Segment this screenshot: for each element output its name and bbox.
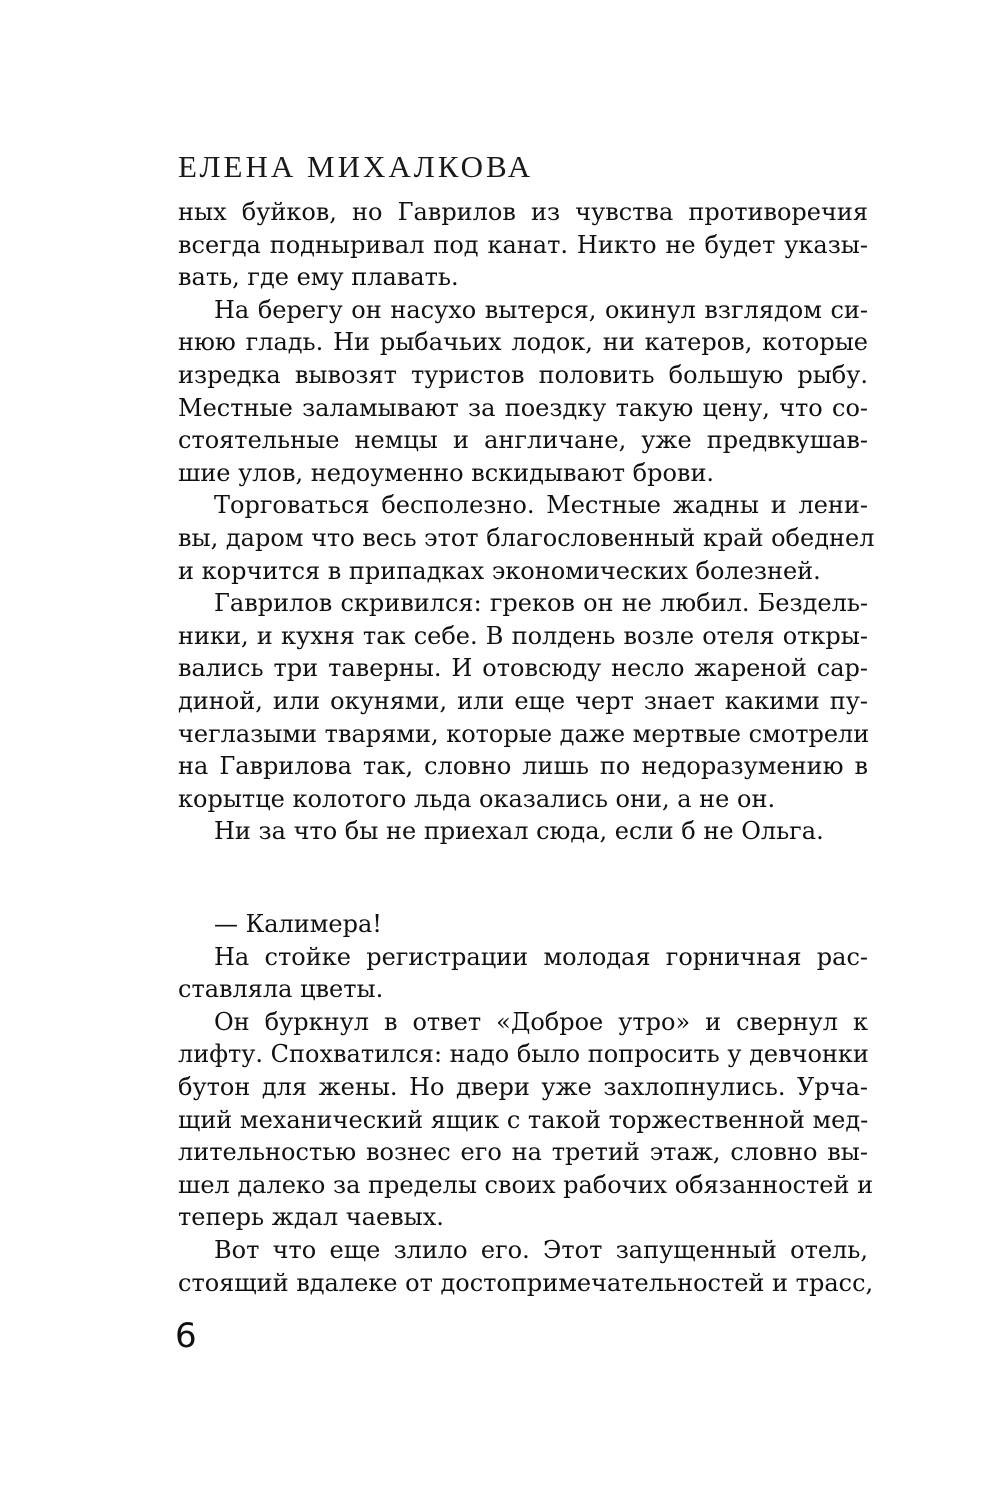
text-line: диной, или окунями, или еще черт знает какими пу- [178, 686, 868, 715]
text-line: шел далеко за пределы своих рабочих обязанностей и [178, 1170, 874, 1199]
text-line: Торговаться бесполезно. Местные жадны и лени- [214, 491, 868, 520]
text-line: бутон для жены. Но двери уже захлопнулись. Урча- [178, 1072, 868, 1101]
body-text-section-1 [178, 196, 875, 848]
text-line: нюю гладь. Ни рыбачьих лодок, ни катеров, которые [178, 328, 868, 357]
text-line: На берегу он насухо вытерся, окинул взглядом си- [214, 295, 868, 324]
text-line: стоящий вдалеке от достопримечательностей и трасс, [178, 1268, 874, 1297]
body-text-section-2 [178, 908, 874, 1299]
text-line: ставляла цветы. [178, 975, 384, 1004]
text-line: Местные заламывают за поездку такую цену, что со- [178, 393, 868, 422]
text-line: теперь ждал чаевых. [178, 1203, 444, 1232]
text-line: щий механический ящик с такой торжественной мед- [178, 1105, 869, 1134]
running-head-author: ЕЛЕНА МИХАЛКОВА [178, 149, 534, 184]
text-line: лительностью вознес его на третий этаж, словно вы- [178, 1138, 868, 1167]
text-line: изредка вывозят туристов половить большую рыбу. [178, 360, 868, 389]
text-line: вались три таверны. И отовсюду несло жареной сар- [178, 654, 868, 683]
text-line: ных буйков, но Гаврилов из чувства противоречия [178, 198, 868, 226]
text-line: лифту. Спохватился: надо было попросить у девчонки [178, 1040, 869, 1069]
text-line: вать, где ему плавать. [178, 263, 459, 292]
text-line: Ни за что бы не приехал сюда, если б не Ольга. [214, 817, 824, 846]
text-line: Гаврилов скривился: греков он не любил. Бездель- [214, 589, 868, 618]
text-line: корытце колотого льда оказались они, а не он. [178, 784, 776, 813]
text-line: всегда подныривал под канат. Никто не будет указы- [178, 230, 868, 259]
text-line: шие улов, недоуменно вскидывают брови. [178, 458, 715, 487]
text-line: Он буркнул в ответ «Доброе утро» и свернул к [214, 1007, 868, 1036]
text-line: Вот что еще злило его. Этот запущенный отель, [214, 1235, 868, 1264]
text-line: На стойке регистрации молодая горничная рас- [214, 942, 868, 971]
page-number: 6 [175, 1316, 197, 1356]
text-line: стоятельные немцы и англичане, уже предвкушав- [178, 426, 868, 455]
text-line: чеглазыми тварями, которые даже мертвые смотрели [178, 719, 870, 748]
text-line: и корчится в припадках экономических болезней. [178, 556, 821, 585]
text-line: вы, даром что весь этот благословенный край обеднел [178, 523, 875, 552]
text-line: на Гаврилова так, словно лишь по недоразумению в [178, 752, 868, 781]
text-line: ники, и кухня так себе. В полдень возле отеля откры- [178, 621, 868, 650]
text-line: — Калимера! [214, 910, 382, 938]
